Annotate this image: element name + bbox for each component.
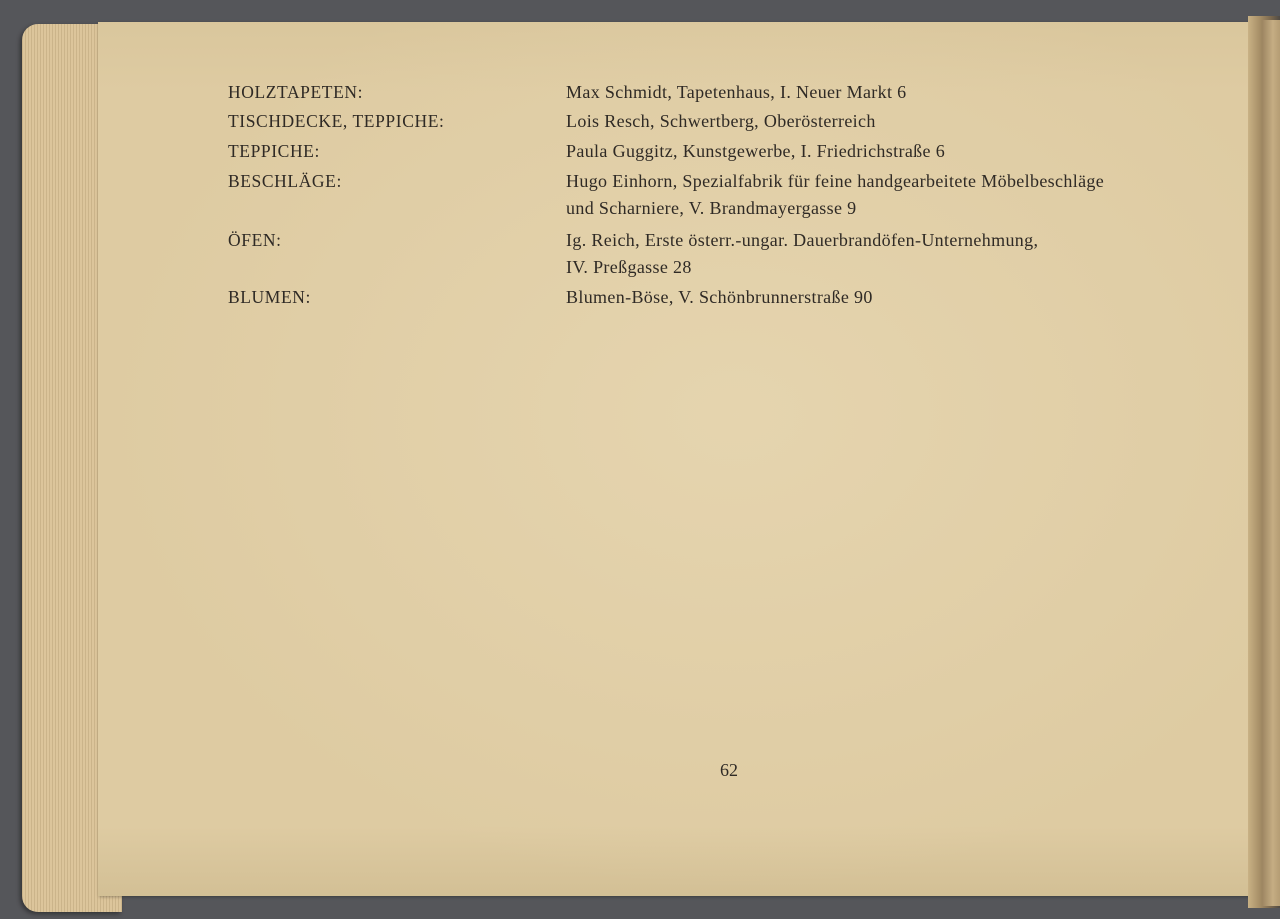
- supplier-text: [566, 138, 945, 165]
- supplier-line: Hugo Einhorn, Spezialfabrik für feine handgearbeitete Möbelbeschläge: [566, 171, 1105, 191]
- category-label: BESCHLÄGE:: [228, 171, 342, 191]
- supplier-line: Max Schmidt, Tapetenhaus, I. Neuer Markt 6: [566, 82, 907, 102]
- supplier-text: [566, 227, 1038, 280]
- supplier-line: Lois Resch, Schwertberg, Oberösterreich: [566, 111, 876, 131]
- supplier-line: und Scharniere, V. Brandmayergasse 9: [566, 197, 857, 218]
- supplier-line: Paula Guggitz, Kunstgewerbe, I. Friedrichstraße 6: [566, 141, 946, 161]
- category-label: TISCHDECKE, TEPPICHE:: [228, 111, 445, 131]
- supplier-text: [566, 108, 876, 135]
- supplier-line: IV. Preßgasse 28: [566, 256, 692, 277]
- supplier-line: Blumen-Böse, V. Schönbrunnerstraße 90: [566, 287, 873, 307]
- page-number: 62: [720, 760, 738, 780]
- supplier-text: [566, 168, 1104, 221]
- category-label: BLUMEN:: [228, 287, 311, 307]
- category-label: ÖFEN:: [228, 230, 282, 250]
- supplier-line: Ig. Reich, Erste österr.-ungar. Dauerbrandöfen-Unternehmung,: [566, 230, 1039, 250]
- category-label: HOLZTAPETEN:: [228, 82, 364, 102]
- supplier-text: [566, 284, 873, 311]
- supplier-text: [566, 79, 907, 106]
- category-label: TEPPICHE:: [228, 141, 320, 161]
